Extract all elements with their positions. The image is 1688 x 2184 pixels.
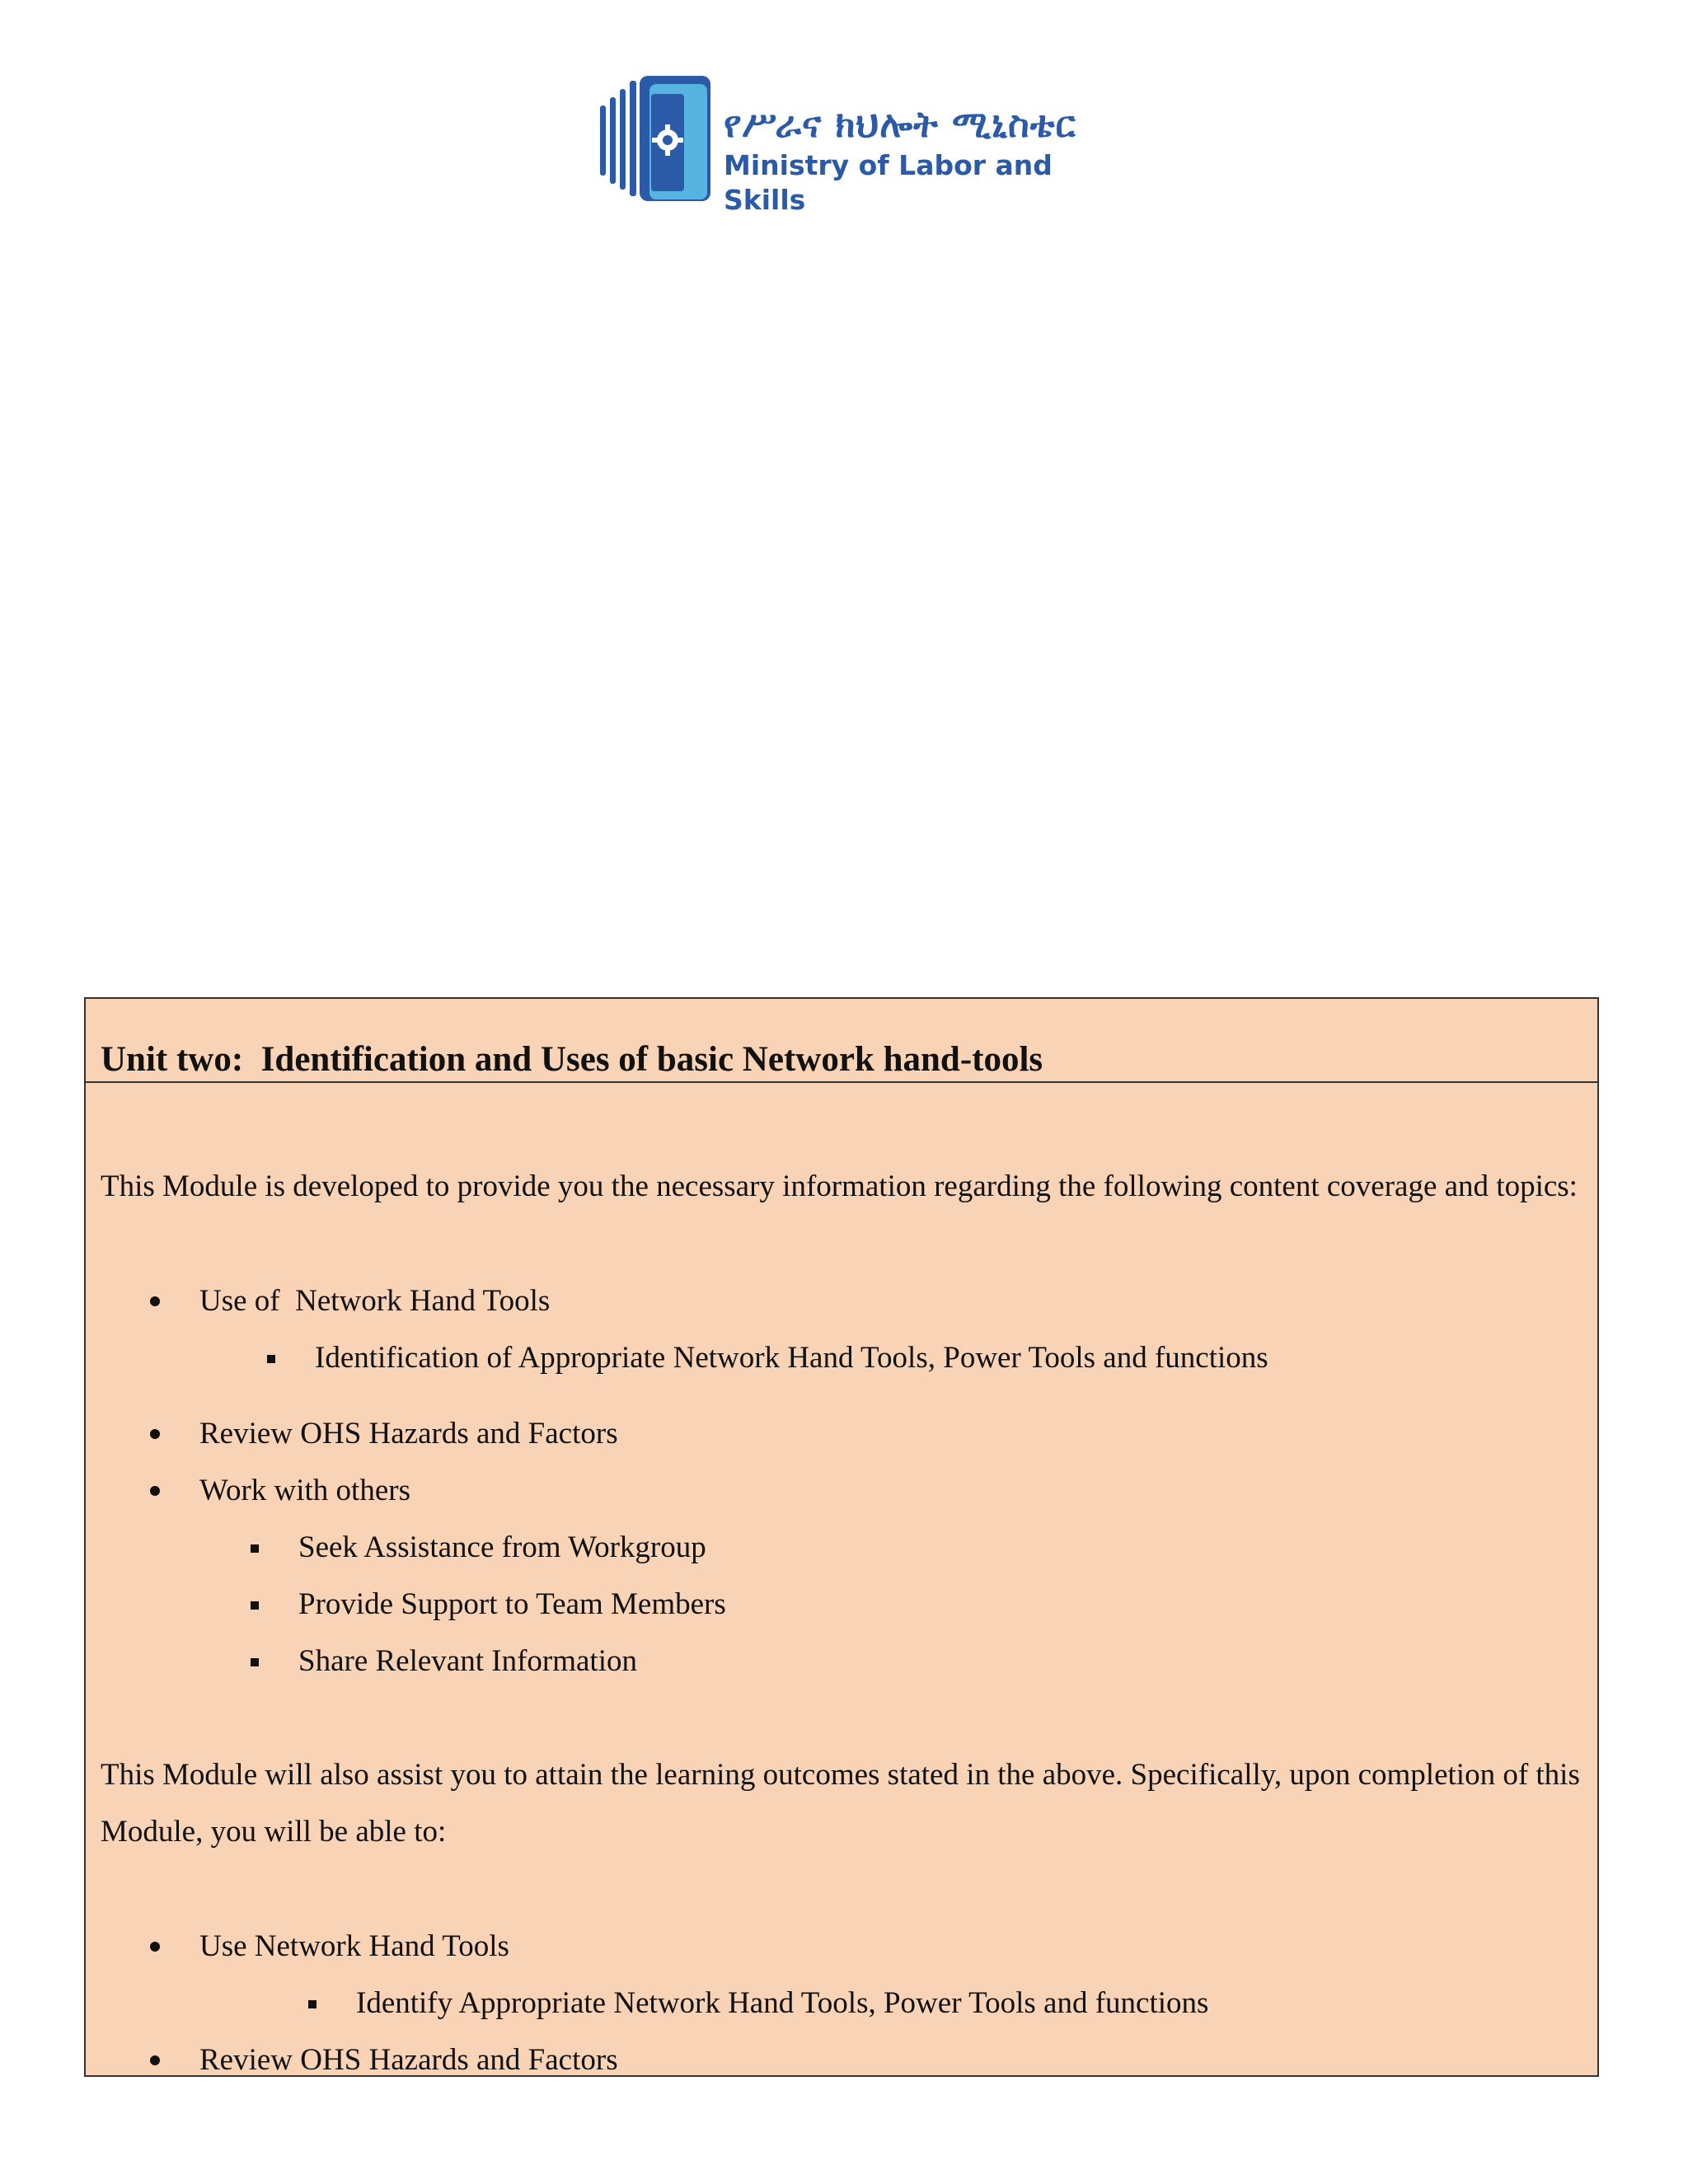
topic-item: Work with others (199, 1474, 410, 1507)
logo-amharic-name: የሥራና ክህሎት ሚኒስቴር (724, 104, 1076, 146)
square-bullet-icon (251, 1544, 259, 1553)
ministry-logo (598, 73, 1109, 216)
square-bullet-icon (308, 2000, 316, 2008)
square-bullet-icon (251, 1658, 259, 1666)
bullet-icon (150, 1942, 160, 1952)
bullet-icon (150, 1429, 160, 1439)
square-bullet-icon (251, 1601, 259, 1610)
bullet-icon (150, 2055, 160, 2065)
unit-title: Unit two: Identification and Uses of basic Network hand-tools (101, 1040, 1043, 1079)
learning-outcomes-paragraph: This Module will also assist you to attain the learning outcomes stated in the above. Specifically, upon completion of this Module, you will be able to: (101, 1758, 1580, 1849)
unit-header (86, 999, 1597, 1083)
outcome-subitem: Identify Appropriate Network Hand Tools, Power Tools and functions (356, 1986, 1209, 2020)
bullet-icon (150, 1296, 160, 1306)
bullet-icon (150, 1486, 160, 1496)
topic-item: Review OHS Hazards and Factors (199, 1417, 618, 1451)
topic-subitem: Identification of Appropriate Network Hand Tools, Power Tools and functions (315, 1341, 1268, 1375)
topic-subitem: Provide Support to Team Members (298, 1587, 726, 1621)
module-intro-paragraph: This Module is developed to provide you the necessary information regarding the following content coverage and topics: (101, 1169, 1578, 1203)
logo-english-name: Ministry of Labor and Skills (724, 149, 1053, 216)
ministry-book-gear-logo-icon (598, 73, 722, 209)
outcome-item: Review OHS Hazards and Factors (199, 2043, 618, 2077)
unit-overview-box (84, 997, 1599, 2077)
logo-text (724, 102, 1109, 218)
square-bullet-icon (267, 1355, 275, 1363)
topic-item: Use of Network Hand Tools (199, 1284, 551, 1318)
topic-subitem: Share Relevant Information (298, 1644, 637, 1678)
outcome-item: Use Network Hand Tools (199, 1929, 509, 1963)
topic-subitem: Seek Assistance from Workgroup (298, 1530, 706, 1564)
